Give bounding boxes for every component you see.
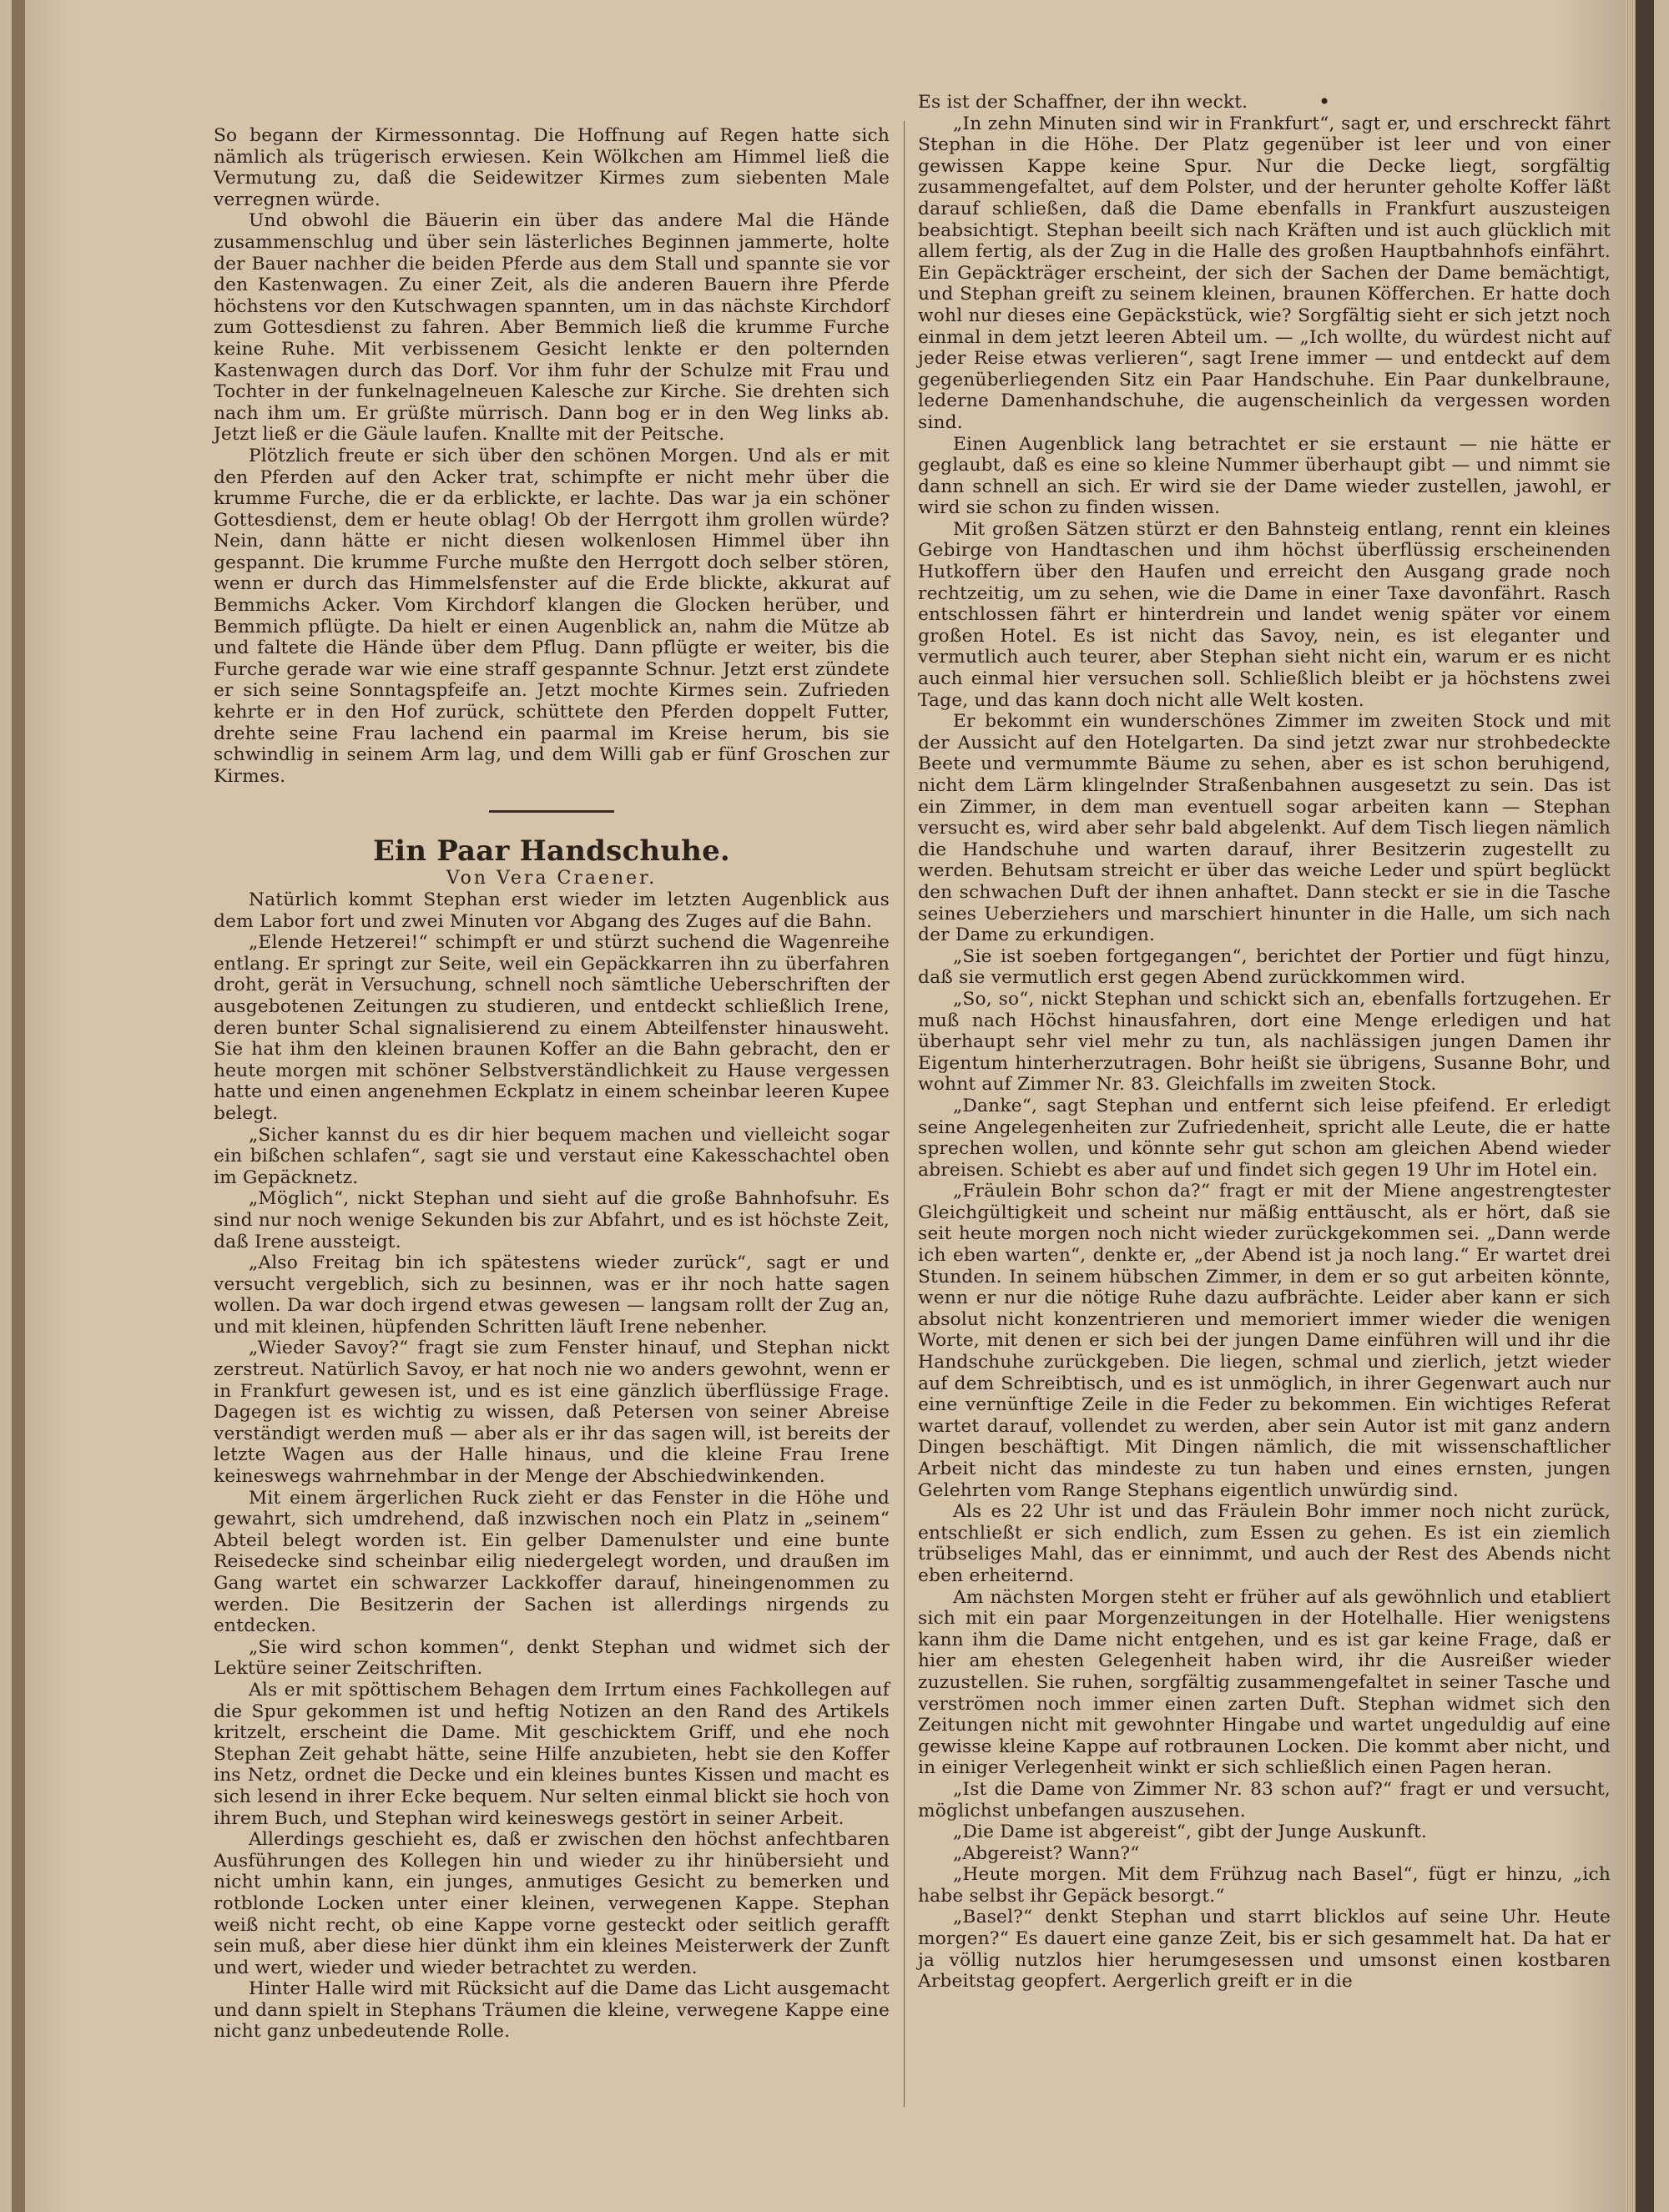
right-column (918, 92, 1611, 1993)
paragraph: Mit großen Sätzen stürzt er den Bahnsteig entlang, rennt ein kleines Gebirge von Handtaschen und ihm höchst überflüssig erscheinenden Hutkoffern über den Haufen und erreicht den Ausgang grade noch rechtzeitig, um zu sehen, wie die Dame in einer Taxe davonfährt. Rasch entschlossen fährt er hinterdrein und landet wenig später vor einem großen Hotel. Es ist nicht das Savoy, nein, es ist eleganter und vermutlich auch teurer, aber Stephan sieht nicht ein, warum er es nicht auch einmal hier versuchen soll. Schließlich bleibt er ja höchstens zwei Tage, und das kann doch nicht alle Welt kosten. (918, 518, 1611, 711)
story-title: Ein Paar Handschuhe. (373, 834, 730, 869)
paragraph: „Sie ist soeben fortgegangen“, berichtet der Portier und fügt hinzu, daß sie vermutlich erst gegen Abend zurückkommen wird. (918, 945, 1611, 989)
paragraph: Er bekommt ein wunderschönes Zimmer im zweiten Stock und mit der Aussicht auf den Hotelgarten. Da sind jetzt zwar nur strohbedeckte Beete und vermummte Bäume zu sehen, aber es ist schon beruhigend, nicht dem Lärm klingelnder Straßenbahnen ausgesetzt zu sein. Das ist ein Zimmer, in dem man eventuell sogar arbeiten kann — Stephan versucht es, wird aber sehr bald abgelenkt. Auf dem Tisch liegen nämlich die Handschuhe und warten darauf, ihrer Besitzerin zugestellt zu werden. Behutsam streicht er über das weiche Leder und spürt beglückt den schwachen Duft der ihnen anhaftet. Dann steckt er sie in die Tasche seines Ueberziehers und marschiert hinunter in die Halle, um sich nach der Dame zu erkundigen. (918, 711, 1611, 946)
paragraph: „Danke“, sagt Stephan und entfernt sich leise pfeifend. Er erledigt seine Angelegenheiten zur Zufriedenheit, spricht alle Leute, die er hatte sprechen wollen, und könnte sehr gut schon am gleichen Abend wieder abreisen. Schiebt es aber auf und findet sich gegen 19 Uhr im Hotel ein. (918, 1095, 1611, 1181)
left-column (214, 125, 890, 2043)
paragraph: „Sicher kannst du es dir hier bequem machen und vielleicht sogar ein bißchen schlafen“, sagt sie und verstaut eine Kakesschachtel oben im Gepäcknetz. (214, 1124, 890, 1188)
paragraph: Als es 22 Uhr ist und das Fräulein Bohr immer noch nicht zurück, entschließt er sich endlich, zum Essen zu gehen. Es ist ein ziemlich trübseliges Mahl, das er einnimmt, und auch der Rest des Abends nicht eben erheiternd. (918, 1501, 1611, 1586)
paragraph: Hinter Halle wird mit Rücksicht auf die Dame das Licht ausgemacht und dann spielt in Stephans Träumen die kleine, verwegene Kappe eine nicht ganz unbedeutende Rolle. (214, 1978, 890, 2043)
paragraph: „Fräulein Bohr schon da?“ fragt er mit der Miene angestrengtester Gleichgültigkeit und scheint nur mäßig enttäuscht, als er hört, daß sie seit heute morgen noch nicht wieder zurückgekommen sei. „Dann werde ich eben warten“, denkte er, „der Abend ist ja noch lang.“ Er wartet drei Stunden. In seinem hübschen Zimmer, in dem er so gut arbeiten könnte, wenn er nur die nötige Ruhe dazu aufbrächte. Leider aber kann er sich absolut nicht konzentrieren und memoriert immer wieder die wenigen Worte, mit denen er sich bei der jungen Dame einführen will und ihr die Handschuhe zurückgeben. Die liegen, schmal und zierlich, jetzt wieder auf dem Schreibtisch, und es ist unmöglich, in ihrer Gegenwart auch nur eine vernünftige Zeile in die Feder zu bekommen. Ein wichtiges Referat wartet darauf, vollendet zu werden, aber sein Autor ist mit ganz andern Dingen beschäftigt. Mit Dingen nämlich, die mit wissenschaftlicher Arbeit nicht das mindeste zu tun haben und eines ernsten, jungen Gelehrten vom Range Stephans eigentlich unwürdig sind. (918, 1181, 1611, 1501)
page-edge-right (1636, 0, 1654, 2212)
paragraph: „So, so“, nickt Stephan und schickt sich an, ebenfalls fortzugehen. Er muß nach Höchst hinausfahren, dort eine Menge erledigen und hat überhaupt sehr viel mehr zu tun, als nachlässigen jungen Damen ihr Eigentum hinterherzutragen. Bohr heißt sie übrigens, Susanne Bohr, und wohnt auf Zimmer Nr. 83. Gleichfalls im zweiten Stock. (918, 988, 1611, 1096)
column-rule (904, 121, 905, 2107)
paragraph: „Abgereist? Wann?“ (953, 1842, 1140, 1864)
paragraph: „Möglich“, nickt Stephan und sieht auf die große Bahnhofsuhr. Es sind nur noch wenige Sekunden bis zur Abfahrt, und es ist höchste Zeit, daß Irene aussteigt. (214, 1188, 890, 1252)
paragraph: „Sie wird schon kommen“, denkt Stephan und widmet sich der Lektüre seiner Zeitschriften. (214, 1636, 890, 1680)
paragraph: „Die Dame ist abgereist“, gibt der Junge Auskunft. (953, 1821, 1427, 1843)
paragraph: Natürlich kommt Stephan erst wieder im letzten Augenblick aus dem Labor fort und zwei Minuten vor Abgang des Zuges auf die Bahn. (214, 889, 890, 932)
paragraph: Plötzlich freute er sich über den schönen Morgen. Und als er mit den Pferden auf den Acker trat, schimpfte er nicht mehr über die krumme Furche, die er da erblickte, er lachte. Das war ja ein schöner Gottesdienst, dem er heute oblag! Ob der Herrgott ihm grollen würde? Nein, dann hätte er nicht diesen wolkenlosen Himmel über ihn gespannt. Die krumme Furche mußte den Herrgott doch selber stören, wenn er durch das Himmelsfenster auf die Erde blickte, akkurat auf Bemmichs Acker. Vom Kirchdorf klangen die Glocken herüber, und Bemmich pflügte. Da hielt er einen Augenblick an, nahm die Mütze ab und faltete die Hände über dem Pflug. Dann pflügte er weiter, bis die Furche gerade war wie eine straff gespannte Schnur. Jetzt erst zündete er sich seine Sonntagspfeife an. Jetzt mochte Kirmes sein. Zufrieden kehrte er in den Hof zurück, schüttete den Pferden doppelt Futter, drehte seine Frau lachend ein paarmal im Kreise herum, bis sie schwindlig in seinem Arm lag, und dem Willi gab er fünf Groschen zur Kirmes. (214, 445, 890, 787)
paragraph: „In zehn Minuten sind wir in Frankfurt“, sagt er, und erschreckt fährt Stephan in die Höhe. Der Platz gegenüber ist leer und von einer gewissen Kappe keine Spur. Nur die Decke liegt, sorgfältig zusammengefaltet, auf dem Polster, und der herunter geholte Koffer läßt darauf schließen, daß die Dame ebenfalls in Frankfurt auszusteigen beabsichtigt. Stephan beeilt sich nach Kräften und ist auch glücklich mit allem fertig, als der Zug in die Halle des großen Hauptbahnhofs einfährt. Ein Gepäckträger erscheint, der sich der Sachen der Dame bemächtigt, und Stephan greift zu seinem kleinen, braunen Köfferchen. Er hatte doch wohl nur dieses eine Gepäckstück, wie? Sorgfältig sieht er sich jetzt noch einmal in dem jetzt leeren Abteil um. — „Ich wollte, du würdest nicht auf jeder Reise etwas verlieren“, sagt Irene immer — und entdeckt auf dem gegenüberliegenden Sitz ein Paar Handschuhe. Ein Paar dunkelbraune, lederne Damenhandschuhe, die augenscheinlich da vergessen worden sind. (918, 113, 1611, 433)
paragraph: Es ist der Schaffner, der ihn weckt. (918, 92, 1248, 113)
page-stack-edge (1626, 0, 1636, 2212)
paragraph: Allerdings geschieht es, daß er zwischen den höchst anfechtbaren Ausführungen des Kollegen hin und wieder zu ihr hinübersieht und nicht umhin kann, ein junges, anmutiges Gesicht zu bemerken und rotblonde Locken unter einer kleinen, verwegenen Kappe. Stephan weiß nicht recht, ob eine Kappe vorne gesteckt oder seitlich gerafft sein muß, aber diese hier dünkt ihm ein kleines Meisterwerk der Zunft und wert, wieder und wieder betrachtet zu werden. (214, 1829, 890, 1978)
story-text-right (918, 92, 1611, 1993)
paragraph: „Elende Hetzerei!“ schimpft er und stürzt suchend die Wagenreihe entlang. Er springt zur Seite, weil ein Gepäckkarren ihn zu überfahren droht, gerät in Versuchung, schnell noch sämtliche Ueberschriften der ausgebotenen Zeitungen zu studieren, und entdeckt schließlich Irene, deren bunter Schal signalisierend zu einem Abteilfenster hinausweht. Sie hat ihm den kleinen braunen Koffer an die Bahn gebracht, den er heute morgen mit schöner Selbstverständlichkeit zu Hause vergessen hatte und einen angenehmen Eckplatz in einem scheinbar leeren Kupee belegt. (214, 932, 890, 1124)
paragraph: So begann der Kirmessonntag. Die Hoffnung auf Regen hatte sich nämlich als trügerisch erwiesen. Kein Wölkchen am Himmel ließ die Vermutung zu, daß die Seidewitzer Kirmes zum siebenten Male verregnen würde. (214, 125, 890, 210)
ink-mark: • (1319, 90, 1331, 113)
section-divider (489, 810, 614, 813)
paragraph: „Also Freitag bin ich spätestens wieder zurück“, sagt er und versucht vergeblich, sich zu besinnen, was er ihr noch hatte sagen wollen. Da war doch irgend etwas gewesen — langsam rollt der Zug an, und mit kleinen, hüpfenden Schritten läuft Irene nebenher. (214, 1252, 890, 1338)
left-opening-text (214, 125, 890, 787)
paragraph: „Heute morgen. Mit dem Frühzug nach Basel“, fügt er hinzu, „ich habe selbst ihr Gepäck besorgt.“ (918, 1864, 1611, 1907)
paragraph: Und obwohl die Bäuerin ein über das andere Mal die Hände zusammenschlug und über sein lästerliches Beginnen jammerte, holte der Bauer nachher die beiden Pferde aus dem Stall und spannte sie vor den Kastenwagen. Zu einer Zeit, als die anderen Bauern ihre Pferde höchstens vor den Kutschwagen spannten, um in das nächste Kirchdorf zum Gottesdienst zu fahren. Aber Bemmich ließ die krumme Furche keine Ruhe. Mit verbissenem Gesicht lenkte er den polternden Kastenwagen durch das Dorf. Vor ihm fuhr der Schulze mit Frau und Tochter in der funkelnagelneuen Kalesche zur Kirche. Sie drehten sich nach ihm um. Er grüßte mürrisch. Dann bog er in den Weg links ab. Jetzt ließ er die Gäule laufen. Knallte mit der Peitsche. (214, 210, 890, 446)
page-edge-left (12, 0, 25, 2212)
paragraph: „Wieder Savoy?“ fragt sie zum Fenster hinauf, und Stephan nickt zerstreut. Natürlich Savoy, er hat noch nie wo anders gewohnt, wenn er in Frankfurt gewesen ist, und es ist eine gänzlich überflüssige Frage. Dagegen ist es wichtig zu wissen, daß Petersen von seiner Abreise verständigt werden muß — aber als er ihr das sagen will, ist bereits der letzte Wagen aus der Halle hinaus, und die kleine Frau Irene keineswegs wahrnehmbar in der Menge der Abschiedwinkenden. (214, 1338, 890, 1488)
paragraph: Mit einem ärgerlichen Ruck zieht er das Fenster in die Höhe und gewahrt, sich umdrehend, daß inzwischen noch ein Platz in „seinem“ Abteil belegt worden ist. Ein gelber Damenulster und eine bunte Reisedecke sind scheinbar eilig niedergelegt worden, und draußen im Gang wartet ein schwarzer Lackkoffer darauf, hineingenommen zu werden. Die Besitzerin der Sachen ist allerdings nirgends zu entdecken. (214, 1487, 890, 1637)
paragraph: Am nächsten Morgen steht er früher auf als gewöhnlich und etabliert sich mit ein paar Morgenzeitungen in der Hotelhalle. Hier wenigstens kann ihm die Dame nicht entgehen, und es ist gar keine Frage, daß er hier am ehesten Gelegenheit haben wird, ihr die Ausreißer wieder zuzustellen. Sie ruhen, sorgfältig zusammengefaltet in seiner Tasche und verströmen noch immer einen zarten Duft. Stephan widmet sich den Zeitungen nicht mit gewohnter Hingabe und wartet ungeduldig auf eine gewisse kleine Kappe auf rotbraunen Locken. Die kommt aber nicht, und in einiger Verlegenheit winkt er sich schließlich einen Pagen heran. (918, 1586, 1611, 1779)
paragraph: „Basel?“ denkt Stephan und starrt blicklos auf seine Uhr. Heute morgen?“ Es dauert eine ganze Zeit, bis er sich gesammelt hat. Da hat er ja völlig nutzlos hier herumgesessen und umsonst einen kostbaren Arbeitstag geopfert. Aergerlich greift er in die (918, 1907, 1611, 1993)
story-byline: Von Vera Craener. (446, 868, 658, 889)
paragraph: „Ist die Dame von Zimmer Nr. 83 schon auf?“ fragt er und versucht, möglichst unbefangen auszusehen. (918, 1778, 1611, 1821)
paragraph: Einen Augenblick lang betrachtet er sie erstaunt — nie hätte er geglaubt, daß es eine so kleine Nummer überhaupt gibt — und nimmt sie dann schnell an sich. Er wird sie der Dame wieder zustellen, jawohl, er wird sie schon zu finden wissen. (918, 433, 1611, 519)
story-text-left (214, 889, 890, 2043)
paragraph: Als er mit spöttischem Behagen dem Irrtum eines Fachkollegen auf die Spur gekommen ist und heftig Notizen an den Rand des Artikels kritzelt, erscheint die Dame. Mit geschicktem Griff, und ehe noch Stephan Zeit gehabt hätte, seine Hilfe anzubieten, hebt sie den Koffer ins Netz, ordnet die Decke und ein kleines buntes Kissen und macht es sich lesend in ihrer Ecke bequem. Nur selten einmal blickt sie hoch von ihrem Buch, und Stephan wird keineswegs gestört in seiner Arbeit. (214, 1679, 890, 1829)
